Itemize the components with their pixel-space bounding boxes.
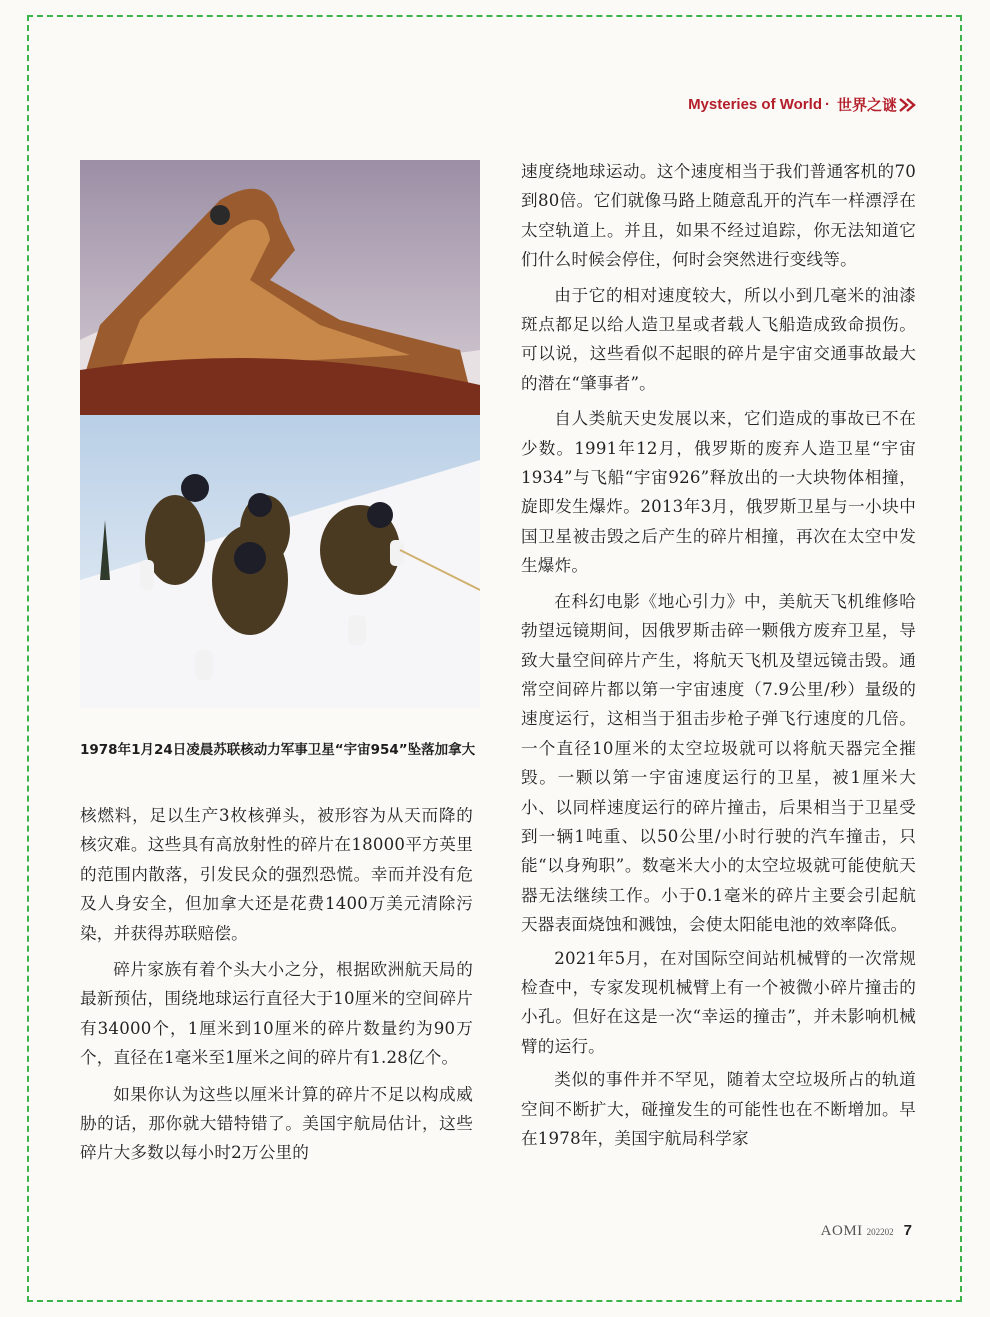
- paragraph: 碎片家族有着个头大小之分，根据欧洲航天局的最新预估，围绕地球运行直径大于10厘米的空间碎片有34000个，1厘米到10厘米的碎片数量约为90万个，直径在1毫米至1厘米之间的碎片有1.28亿个。: [80, 960, 473, 1068]
- right-text-column: [521, 157, 916, 1153]
- page-number: 7: [903, 1222, 912, 1239]
- satellite-crash-photo: [80, 160, 480, 708]
- double-chevron-icon: [898, 97, 918, 113]
- photo-caption: 1978年1月24日凌晨苏联核动力军事卫星“宇宙954”坠落加拿大: [80, 742, 476, 758]
- paragraph: 速度绕地球运动。这个速度相当于我们普通客机的70到80倍。它们就像马路上随意乱开的汽车一样漂浮在太空轨道上。并且，如果不经过追踪，你无法知道它们什么时候会停住，何时会突然进行变线等。: [521, 162, 916, 270]
- left-text-column: [80, 801, 473, 1168]
- header-dot: ·: [824, 96, 830, 113]
- magazine-brand: AOMI: [820, 1223, 863, 1239]
- header-chinese: 世界之谜: [836, 97, 897, 114]
- paragraph: 如果你认为这些以厘米计算的碎片不足以构成威胁的话，那你就大错特错了。美国宇航局估计，这些碎片大多数以每小时2万公里的: [80, 1084, 473, 1163]
- page-footer: [821, 1222, 912, 1240]
- paragraph: 核燃料，足以生产3枚核弹头，被形容为从天而降的核灾难。这些具有高放射性的碎片在18000平方英里的范围内散落，引发民众的强烈恐慌。幸而并没有危及人身安全，但加拿大还是花费1400万美元清除污染，并获得苏联赔偿。: [80, 806, 473, 943]
- issue-number: 202202: [866, 1227, 894, 1237]
- section-header: [688, 94, 918, 115]
- paragraph: 类似的事件并不罕见，随着太空垃圾所占的轨道空间不断扩大，碰撞发生的可能性也在不断增加。早在1978年，美国宇航局科学家: [521, 1070, 916, 1148]
- paragraph: 在科幻电影《地心引力》中，美航天飞机维修哈勃望远镜期间，因俄罗斯击碎一颗俄方废弃卫星，导致大量空间碎片产生，将航天飞机及望远镜击毁。通常空间碎片都以第一宇宙速度（7.9公里/秒）量级的速度运行，这相当于狙击步枪子弹飞行速度的几倍。一个直径10厘米的太空垃圾就可以将航天器完全摧毁。一颗以第一宇宙速度运行的卫星，被1厘米大小、以同样速度运行的碎片撞击，后果相当于卫星受到一辆1吨重、以50公里/小时行驶的汽车撞击，只能“以身殉职”。数毫米大小的太空垃圾就可能使航天器无法继续工作。小于0.1毫米的碎片主要会引起航天器表面烧蚀和溅蚀，会使太阳能电池的效率降低。: [521, 591, 916, 935]
- header-english: Mysteries of World: [688, 96, 822, 113]
- paragraph: 2021年5月，在对国际空间站机械臂的一次常规检查中，专家发现机械臂上有一个被微小碎片撞击的小孔。但好在这是一次“幸运的撞击”，并未影响机械臂的运行。: [521, 948, 916, 1056]
- paragraph: 由于它的相对速度较大，所以小到几毫米的油漆斑点都足以给人造卫星或者载人飞船造成致命损伤。可以说，这些看似不起眼的碎片是宇宙交通事故最大的潜在“肇事者”。: [521, 285, 916, 393]
- paragraph: 自人类航天史发展以来，它们造成的事故已不在少数。1991年12月，俄罗斯的废弃人造卫星“宇宙1934”与飞船“宇宙926”释放出的一大块物体相撞，旋即发生爆炸。2013年3月，俄罗斯卫星与一小块中国卫星被击毁之后产生的碎片相撞，再次在太空中发生爆炸。: [521, 409, 916, 576]
